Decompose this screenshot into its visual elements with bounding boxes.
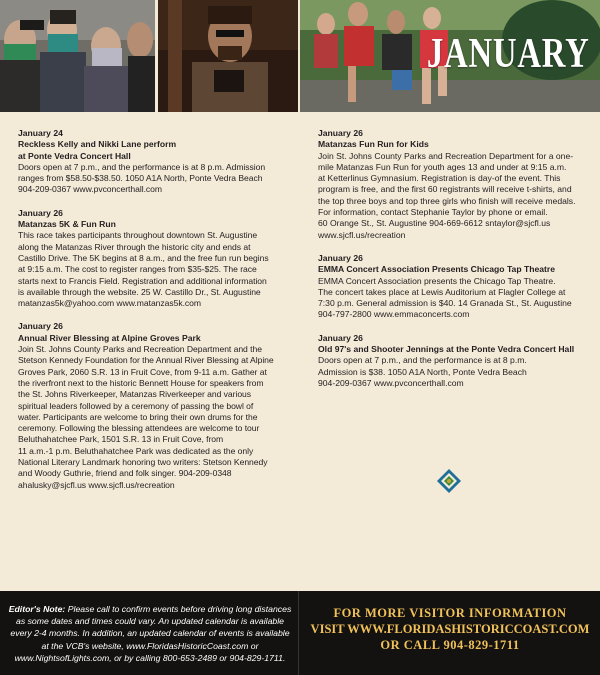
event-description: Doors open at 7 p.m., and the performance is at 8 p.m. Admission ranges from $58.50-$38.50. 1050 A1A North, Ponte Vedra Beach 904-209-0367 www.pvconcerthall.com	[18, 161, 266, 195]
editors-note	[8, 603, 292, 664]
event-item	[318, 333, 588, 389]
footer-bar	[0, 591, 600, 675]
event-title: Old 97's and Shooter Jennings at the Ponte Vedra Concert Hall	[318, 344, 575, 355]
band-photo-masked-group	[0, 0, 155, 112]
decorative-emblem-icon	[436, 468, 462, 494]
event-description: Doors open at 7 p.m., and the performance is at 8 p.m. Admission is $38. 1050 A1A North, Ponte Vedra Beach 904-209-0367 www.pvconcerthall.com	[318, 355, 527, 388]
event-date: January 26	[18, 207, 63, 218]
event-description: EMMA Concert Association presents the Chicago Tap Theatre. The concert takes place at Lewis Auditorium at Flagler College at 7:30 p.m. General admission is $40. 14 Granada St., St. Augustine 904-797-2800 www.emmaconcerts.com	[318, 275, 572, 320]
left-event-column	[18, 128, 288, 503]
event-item	[318, 128, 588, 241]
event-title: Reckless Kelly and Nikki Lane perform at Ponte Vedra Concert Hall	[18, 139, 177, 161]
header-photo-strip	[0, 0, 600, 112]
right-event-column	[318, 128, 588, 401]
event-date: January 26	[318, 128, 363, 138]
visitor-phone: OR CALL 904-829-1711	[380, 638, 520, 652]
visitor-info	[302, 605, 598, 653]
event-item	[18, 128, 288, 196]
visitor-info-heading: FOR MORE VISITOR INFORMATION	[333, 606, 567, 620]
event-title: Matanzas 5K & Fun Run	[18, 219, 116, 230]
event-date: January 26	[318, 252, 363, 263]
event-item	[18, 208, 288, 310]
event-item	[318, 253, 588, 321]
event-date: January 24	[18, 128, 63, 138]
editors-note-label: Editor's Note:	[8, 604, 66, 614]
visitor-website-link[interactable]: VISIT WWW.FLORIDASHISTORICCOAST.COM	[310, 622, 590, 636]
month-title: JANUARY	[427, 31, 590, 77]
event-title: Matanzas Fun Run for Kids	[318, 139, 429, 150]
event-description: Join St. Johns County Parks and Recreation Department and the Stetson Kennedy Foundation for the Annual River Blessing at Alpine Groves Park, 2060 S.R. 13 in Fruit Cove, from 9-11 a.m. Gather at the riverfront next to the historic Bennett House for speakers from the St. Johns Riverkeeper, Matanzas Riverkeeper and various spiritual leaders followed by a ceremony of passing the bowl of water. Participants are welcome to bring their own drums for the ceremony. Following the blessing attendees are welcome to tour Beluthahatchee Park, 1501 S.R. 13 in Fruit Cove, from 11 a.m.-1 p.m. Beluthahatchee Park was dedicated as the only National Literary Landmark honoring two writers: Stetson Kennedy and Woody Guthrie, friend and folk singer. 904-209-0348 ahalusky@sjcfl.us www.sjcfl.us/recreation	[18, 344, 274, 490]
event-description: Join St. Johns County Parks and Recreation Department for a one- mile Matanzas Fun Run for youth ages 13 and under at 9:15 a.m. at Ketterlinus Gymnasium. Registration is day-of the event. This program is free, and the first 60 registrants will receive t-shirts, and the top three boys and top three girls who finish will receive medals. For information, contact Stephanie Taylor by phone or email. 60 Orange St., St. Augustine 904-669-6612 sntaylor@sjcfl.us www.sjcfl.us/recreation	[318, 150, 576, 240]
event-date: January 26	[18, 321, 63, 332]
editors-note-text: Please call to confirm events before driving long distances as some dates and times could vary. An updated calendar is available every 2-4 months. In addition, an updated calendar of events is available at the VCB's website, www.FloridasHistoricCoast.com or www.NightsofLights.com, or by calling 800-653-2489 or 904-829-1711.	[10, 604, 292, 663]
event-title: Annual River Blessing at Alpine Groves Park	[18, 332, 201, 343]
event-title: EMMA Concert Association Presents Chicago Tap Theatre	[318, 264, 556, 275]
event-date: January 26	[318, 332, 363, 343]
event-item	[18, 321, 288, 490]
event-description: This race takes participants throughout downtown St. Augustine along the Matanzas River through the historic city and ends at Castillo Drive. The 5K begins at 8 a.m., and the free fun run begins at 9:15 a.m. The cost to register ranges from $35-$25. The race starts next to Francis Field. Registration and additional information is available through the website. 25 W. Castillo Dr., St. Augustine matanzas5k@yahoo.com www.matanzas5k.com	[18, 230, 269, 309]
footer-divider	[298, 591, 299, 675]
singer-photo	[158, 0, 298, 112]
